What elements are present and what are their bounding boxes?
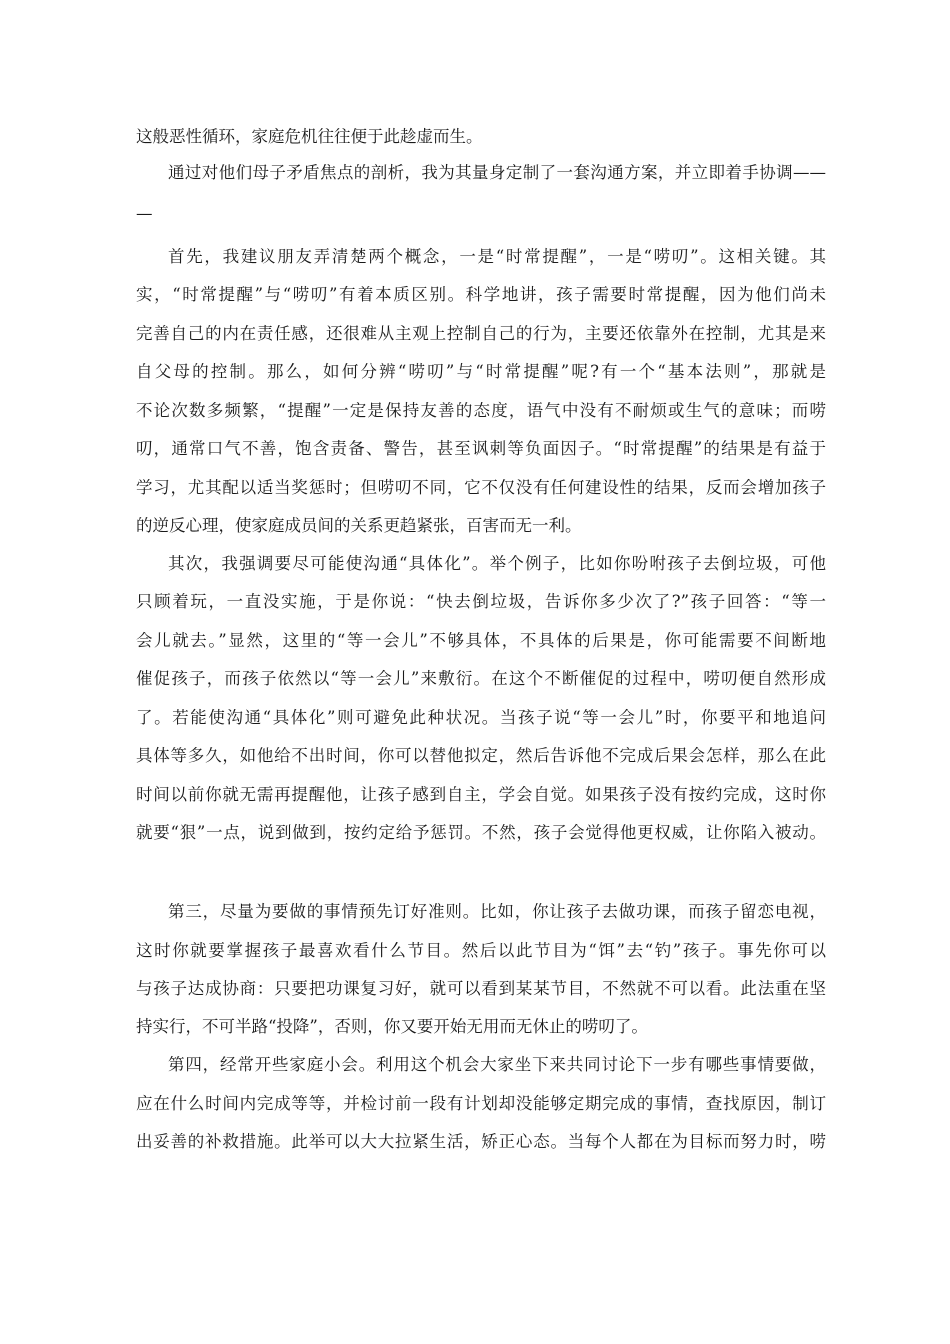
- paragraph-line: 不论次数多频繁，“提醒”一定是保持友善的态度，语气中没有不耐烦或生气的意味；而唠: [136, 401, 826, 420]
- paragraph-line: 出妥善的补救措施。此举可以大大拉紧生活，矫正心态。当每个人都在为目标而努力时，唠: [136, 1132, 826, 1151]
- paragraph-line: 第三，尽量为要做的事情预先订好准则。比如，你让孩子去做功课，而孩子留恋电视，: [168, 902, 826, 921]
- paragraph-line: —: [136, 204, 153, 223]
- paragraph-line: 应在什么时间内完成等等，并检讨前一段有计划却没能够定期完成的事情，查找原因，制订: [136, 1094, 826, 1113]
- paragraph-line: 催促孩子，而孩子依然以“等一会儿”来敷衍。在这个不断催促的过程中，唠叨便自然形成: [136, 669, 826, 688]
- paragraph-line: 持实行，不可半路“投降”，否则，你又要开始无用而无休止的唠叨了。: [136, 1017, 648, 1036]
- paragraph-line: 的逆反心理，使家庭成员间的关系更趋紧张，百害而无一利。: [136, 516, 582, 535]
- paragraph-line: 与孩子达成协商：只要把功课复习好，就可以看到某某节目，不然就不可以看。此法重在坚: [136, 979, 826, 998]
- paragraph-line: 实，“时常提醒”与“唠叨”有着本质区别。科学地讲，孩子需要时常提醒，因为他们尚未: [136, 285, 826, 304]
- paragraph-line: 其次，我强调要尽可能使沟通“具体化”。举个例子，比如你吩咐孩子去倒垃圾，可他: [168, 554, 826, 573]
- paragraph-line: 就要“狠”一点，说到做到，按约定给予惩罚。不然，孩子会觉得他更权威，让你陷入被动。: [136, 823, 826, 842]
- paragraph-line: 具体等多久，如他给不出时间，你可以替他拟定，然后告诉他不完成后果会怎样，那么在此: [136, 746, 826, 765]
- paragraph-line: 会儿就去。”显然，这里的“等一会儿”不够具体，不具体的后果是，你可能需要不间断地: [136, 631, 826, 650]
- paragraph-line: 第四，经常开些家庭小会。利用这个机会大家坐下来共同讨论下一步有哪些事情要做，: [168, 1055, 826, 1074]
- paragraph-line: 首先，我建议朋友弄清楚两个概念，一是“时常提醒”，一是“唠叨”。这相关键。其: [168, 247, 826, 266]
- paragraph-line: 这时你就要掌握孩子最喜欢看什么节目。然后以此节目为“饵”去“钓”孩子。事先你可以: [136, 941, 826, 960]
- paragraph-line: 自父母的控制。那么，如何分辨“唠叨”与“时常提醒”呢?有一个“基本法则”，那就是: [136, 362, 826, 381]
- paragraph-line: 学习，尤其配以适当奖惩时；但唠叨不同，它不仅没有任何建设性的结果，反而会增加孩子: [136, 478, 826, 497]
- paragraph-line: 通过对他们母子矛盾焦点的剖析，我为其量身定制了一套沟通方案，并立即着手协调——: [168, 163, 826, 182]
- paragraph-line: 完善自己的内在责任感，还很难从主观上控制自己的行为，主要还依靠外在控制，尤其是来: [136, 324, 826, 343]
- paragraph-line: 叨，通常口气不善，饱含责备、警告，甚至讽刺等负面因子。“时常提醒”的结果是有益于: [136, 439, 826, 458]
- paragraph-line: 这般恶性循环，家庭危机往往便于此趁虚而生。: [136, 127, 483, 146]
- paragraph-line: 时间以前你就无需再提醒他，让孩子感到自主，学会自觉。如果孩子没有按约完成，这时你: [136, 785, 826, 804]
- paragraph-line: 了。若能使沟通“具体化”则可避免此种状况。当孩子说“等一会儿”时，你要平和地追问: [136, 708, 826, 727]
- paragraph-line: 只顾着玩，一直没实施，于是你说：“快去倒垃圾，告诉你多少次了?”孩子回答：“等一: [136, 592, 826, 611]
